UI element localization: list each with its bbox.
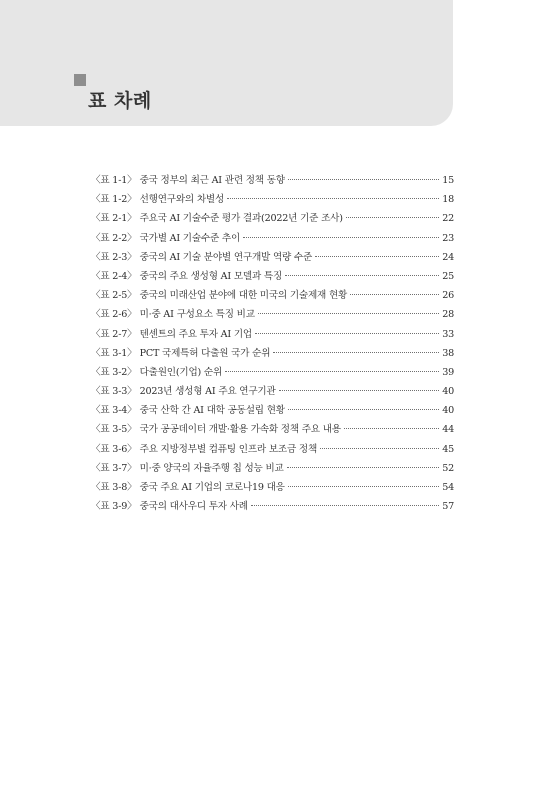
- toc-entry-label: 〈표 2-6〉: [91, 309, 137, 321]
- toc-entry[interactable]: [91, 171, 454, 190]
- toc-entry-page-number: 25: [442, 270, 454, 282]
- header-panel: [0, 0, 453, 126]
- toc-dot-leader: [346, 217, 439, 218]
- toc-entry-page-number: 33: [442, 328, 454, 340]
- toc-entry-label: 〈표 2-5〉: [91, 290, 137, 302]
- toc-entry-page-number: 23: [442, 232, 454, 244]
- toc-entry-label: 〈표 2-2〉: [91, 232, 137, 244]
- toc-entry-label: 〈표 3-3〉: [91, 386, 137, 398]
- toc-entry-title: 중국의 미래산업 분야에 대한 미국의 기술제재 현황: [139, 290, 348, 302]
- toc-entry[interactable]: [91, 229, 454, 248]
- toc-entry-label: 〈표 2-4〉: [91, 270, 137, 282]
- toc-entry[interactable]: [91, 459, 454, 478]
- toc-entry[interactable]: [91, 440, 454, 459]
- toc-entry-label: 〈표 3-9〉: [91, 501, 137, 513]
- toc-entry-page-number: 44: [442, 424, 454, 436]
- toc-entry[interactable]: [91, 209, 454, 228]
- toc-entry[interactable]: [91, 248, 454, 267]
- toc-entry-page-number: 45: [442, 443, 454, 455]
- toc-entry[interactable]: [91, 305, 454, 324]
- toc-entry-label: 〈표 2-3〉: [91, 251, 137, 263]
- toc-entry[interactable]: [91, 478, 454, 497]
- toc-dot-leader: [255, 333, 439, 334]
- toc-entry-label: 〈표 1-1〉: [91, 175, 137, 186]
- toc-entry-page-number: 22: [442, 213, 454, 225]
- toc-dot-leader: [279, 390, 440, 391]
- toc-dot-leader: [288, 486, 439, 487]
- toc-entry-label: 〈표 3-8〉: [91, 482, 137, 493]
- toc-dot-leader: [227, 198, 439, 199]
- toc-dot-leader: [287, 467, 440, 468]
- toc-entry-label: 〈표 3-5〉: [91, 424, 137, 436]
- toc-dot-leader: [243, 237, 439, 238]
- table-of-tables-list: [91, 171, 454, 516]
- toc-entry-label: 〈표 3-4〉: [91, 405, 137, 417]
- toc-entry-page-number: 40: [442, 386, 454, 398]
- toc-dot-leader: [320, 448, 439, 449]
- toc-entry-title: 중국의 주요 생성형 AI 모델과 특징: [139, 270, 283, 282]
- toc-entry-page-number: 18: [442, 194, 454, 206]
- toc-dot-leader: [273, 352, 439, 353]
- toc-entry[interactable]: [91, 363, 454, 382]
- toc-entry[interactable]: [91, 497, 454, 516]
- toc-entry-title: 중국의 AI 기술 분야별 연구개발 역량 수준: [139, 251, 313, 263]
- toc-entry-title: 주요 지방정부별 컴퓨팅 인프라 보조금 정책: [139, 443, 318, 455]
- toc-entry[interactable]: [91, 382, 454, 401]
- toc-entry-page-number: 26: [442, 290, 454, 302]
- toc-dot-leader: [225, 371, 439, 372]
- toc-entry-label: 〈표 3-1〉: [91, 347, 137, 359]
- toc-entry-page-number: 54: [442, 482, 454, 493]
- toc-entry-label: 〈표 1-2〉: [91, 194, 137, 206]
- toc-entry-page-number: 28: [442, 309, 454, 321]
- toc-entry[interactable]: [91, 190, 454, 209]
- toc-entry-title: 다출원인(기업) 순위: [139, 366, 223, 378]
- toc-entry-page-number: 52: [442, 462, 454, 474]
- toc-entry[interactable]: [91, 286, 454, 305]
- toc-entry-label: 〈표 3-6〉: [91, 443, 137, 455]
- toc-entry-title: 텐센트의 주요 투자 AI 기업: [139, 328, 252, 340]
- toc-entry[interactable]: [91, 420, 454, 439]
- toc-entry-page-number: 38: [442, 347, 454, 359]
- toc-entry-page-number: 57: [442, 501, 454, 513]
- toc-entry-title: 국가 공공데이터 개발·활용 가속화 정책 주요 내용: [139, 424, 341, 436]
- toc-entry-title: 중국 산학 간 AI 대학 공동설립 현황: [139, 405, 285, 417]
- toc-entry-title: PCT 국제특허 다출원 국가 순위: [139, 347, 271, 359]
- toc-entry-page-number: 24: [442, 251, 454, 263]
- toc-entry-title: 중국 정부의 최근 AI 관련 정책 동향: [139, 175, 285, 186]
- toc-entry[interactable]: [91, 267, 454, 286]
- toc-entry-label: 〈표 3-2〉: [91, 366, 137, 378]
- toc-entry-title: 미·중 양국의 자율주행 칩 성능 비교: [139, 462, 284, 474]
- header-square-marker: [74, 74, 86, 86]
- toc-entry-page-number: 40: [442, 405, 454, 417]
- toc-entry-title: 2023년 생성형 AI 주요 연구기관: [139, 386, 276, 398]
- toc-entry-title: 중국 주요 AI 기업의 코로나19 대응: [139, 482, 285, 493]
- toc-dot-leader: [344, 428, 439, 429]
- toc-entry[interactable]: [91, 344, 454, 363]
- toc-entry-title: 미·중 AI 구성요소 특징 비교: [139, 309, 255, 321]
- toc-dot-leader: [315, 256, 439, 257]
- toc-entry-label: 〈표 2-1〉: [91, 213, 137, 225]
- toc-entry-label: 〈표 3-7〉: [91, 462, 137, 474]
- toc-entry[interactable]: [91, 325, 454, 344]
- toc-dot-leader: [288, 179, 439, 180]
- toc-entry-title: 주요국 AI 기술수준 평가 결과(2022년 기준 조사): [139, 213, 343, 225]
- toc-dot-leader: [350, 294, 439, 295]
- toc-entry-label: 〈표 2-7〉: [91, 328, 137, 340]
- toc-dot-leader: [258, 313, 439, 314]
- toc-entry-title: 국가별 AI 기술수준 추이: [139, 232, 241, 244]
- toc-entry-title: 중국의 대사우디 투자 사례: [139, 501, 248, 513]
- toc-dot-leader: [251, 505, 439, 506]
- page-title: 표 차례: [88, 90, 152, 112]
- toc-entry-page-number: 39: [442, 366, 454, 378]
- toc-dot-leader: [285, 275, 439, 276]
- toc-entry[interactable]: [91, 401, 454, 420]
- toc-entry-title: 선행연구와의 차별성: [139, 194, 225, 206]
- toc-entry-page-number: 15: [442, 175, 454, 186]
- toc-dot-leader: [288, 409, 439, 410]
